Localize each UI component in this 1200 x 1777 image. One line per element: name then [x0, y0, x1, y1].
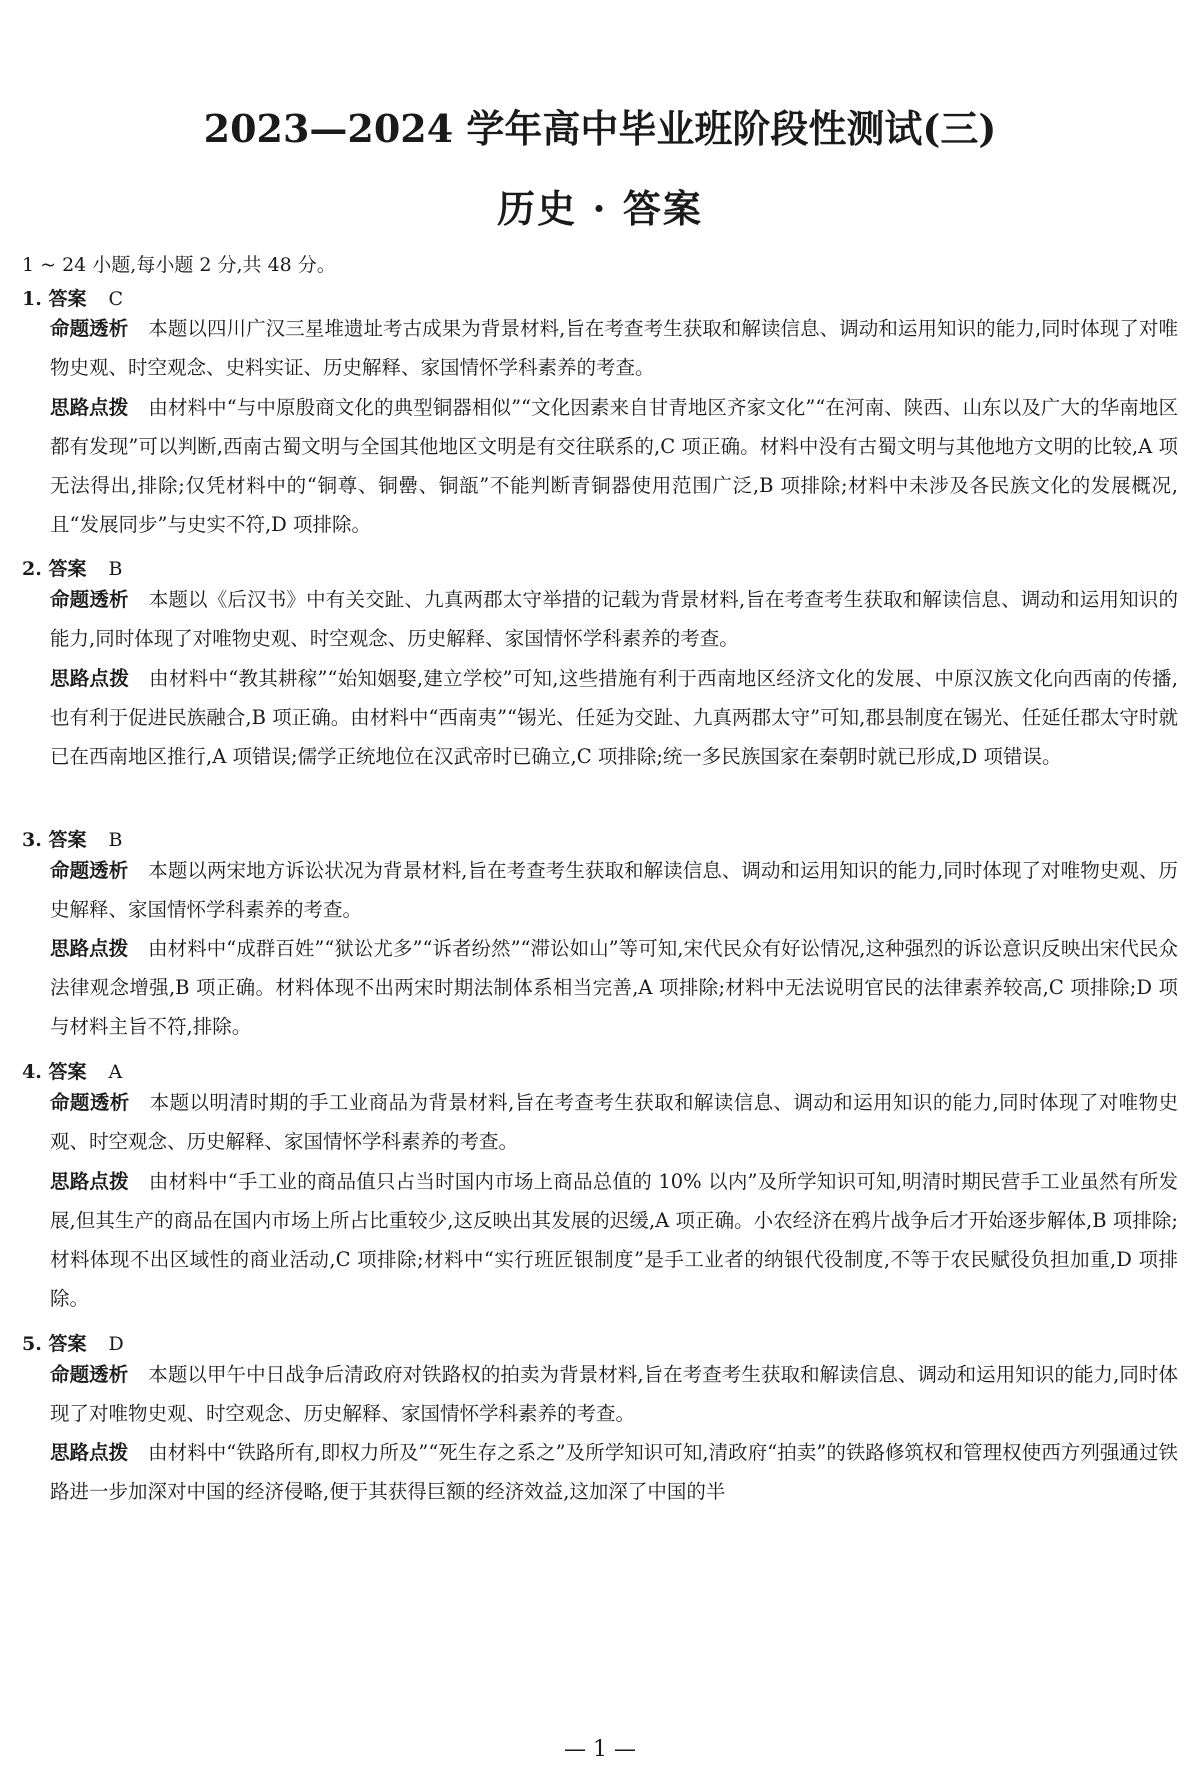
hint-paragraph: [50, 388, 1178, 544]
answer-label: 5. 答案: [22, 1333, 87, 1355]
analysis-paragraph: [50, 851, 1178, 929]
analysis-paragraph: [50, 1355, 1178, 1433]
analysis-label: 命题透析: [50, 588, 129, 611]
answer-value: B: [108, 558, 123, 580]
analysis-text: 本题以明清时期的手工业商品为背景材料,旨在考查考生获取和解读信息、调动和运用知识的能力,同时体现了对唯物史观、时空观念、历史解释、家国情怀学科素养的考查。: [50, 1091, 1178, 1153]
analysis-label: 命题透析: [50, 1363, 129, 1386]
hint-paragraph: [50, 1433, 1178, 1511]
analysis-label: 命题透析: [50, 317, 129, 340]
document-title: 2023—2024 学年高中毕业班阶段性测试(三): [203, 106, 997, 151]
analysis-text: 本题以《后汉书》中有关交趾、九真两郡太守举措的记载为背景材料,旨在考查考生获取和解读信息、调动和运用知识的能力,同时体现了对唯物史观、时空观念、历史解释、家国情怀学科素养的考查。: [50, 588, 1178, 650]
hint-label: 思路点拨: [50, 396, 129, 419]
answer-value: B: [108, 829, 123, 851]
hint-text: 由材料中“铁路所有,即权力所及”“死生存之系之”及所学知识可知,清政府“拍卖”的铁路修筑权和管理权使西方列强通过铁路进一步加深对中国的经济侵略,便于其获得巨额的经济效益,这加深了中国的半: [50, 1441, 1178, 1503]
question-answer-line: [22, 554, 122, 581]
analysis-paragraph: [50, 580, 1178, 658]
answer-label: 1. 答案: [22, 288, 87, 310]
answer-value: D: [108, 1333, 124, 1355]
hint-label: 思路点拨: [50, 937, 129, 960]
hint-text: 由材料中“与中原殷商文化的典型铜器相似”“文化因素来自甘青地区齐家文化”“在河南、陕西、山东以及广大的华南地区都有发现”可以判断,西南古蜀文明与全国其他地区文明是有交往联系的,C 项正确。材料中没有古蜀文明与其他地方文明的比较,A 项无法得出,排除;仅凭材料中的“铜尊、铜罍、铜瓿”不能判断青铜器使用范围广泛,B 项排除;材料中未涉及各民族文化的发展概况,且“发展同步”与史实不符,D 项排除。: [50, 396, 1178, 536]
analysis-text: 本题以四川广汉三星堆遗址考古成果为背景材料,旨在考查考生获取和解读信息、调动和运用知识的能力,同时体现了对唯物史观、时空观念、史料实证、历史解释、家国情怀学科素养的考查。: [50, 317, 1178, 379]
hint-label: 思路点拨: [50, 1441, 129, 1464]
analysis-text: 本题以甲午中日战争后清政府对铁路权的拍卖为背景材料,旨在考查考生获取和解读信息、调动和运用知识的能力,同时体现了对唯物史观、时空观念、历史解释、家国情怀学科素养的考查。: [50, 1363, 1178, 1425]
analysis-paragraph: [50, 1083, 1178, 1161]
answer-value: A: [108, 1061, 123, 1083]
hint-text: 由材料中“成群百姓”“狱讼尤多”“诉者纷然”“滞讼如山”等可知,宋代民众有好讼情况,这种强烈的诉讼意识反映出宋代民众法律观念增强,B 项正确。材料体现不出两宋时期法制体系相当完善,A 项排除;材料中无法说明官民的法律素养较高,C 项排除;D 项与材料主旨不符,排除。: [50, 937, 1178, 1038]
answer-label: 2. 答案: [22, 558, 87, 580]
page-number: — 1 —: [564, 1737, 636, 1762]
document-subtitle: 历史 · 答案: [497, 186, 703, 231]
answer-value: C: [108, 288, 123, 310]
hint-paragraph: [50, 659, 1178, 776]
hint-paragraph: [50, 1162, 1178, 1318]
analysis-label: 命题透析: [50, 859, 129, 882]
hint-label: 思路点拨: [50, 667, 130, 690]
question-answer-line: [22, 1057, 122, 1084]
analysis-label: 命题透析: [50, 1091, 130, 1114]
hint-text: 由材料中“教其耕稼”“始知姻娶,建立学校”可知,这些措施有利于西南地区经济文化的发展、中原汉族文化向西南的传播,也有利于促进民族融合,B 项正确。由材料中“西南夷”“锡光、任延为交趾、九真两郡太守”可知,郡县制度在锡光、任延任郡太守时就已在西南地区推行,A 项错误;儒学正统地位在汉武帝时已确立,C 项排除;统一多民族国家在秦朝时就已形成,D 项错误。: [50, 667, 1178, 768]
question-answer-line: [22, 825, 122, 852]
hint-paragraph: [50, 929, 1178, 1046]
hint-label: 思路点拨: [50, 1170, 129, 1193]
question-answer-line: [22, 284, 123, 311]
answer-label: 4. 答案: [22, 1061, 87, 1083]
analysis-paragraph: [50, 309, 1178, 387]
section-intro: 1 ~ 24 小题,每小题 2 分,共 48 分。: [22, 254, 336, 276]
hint-text: 由材料中“手工业的商品值只占当时国内市场上商品总值的 10% 以内”及所学知识可知,明清时期民营手工业虽然有所发展,但其生产的商品在国内市场上所占比重较少,这反映出其发展的迟缓,A 项正确。小农经济在鸦片战争后才开始逐步解体,B 项排除;材料体现不出区域性的商业活动,C 项排除;材料中“实行班匠银制度”是手工业者的纳银代役制度,不等于农民赋役负担加重,D 项排除。: [50, 1170, 1178, 1310]
answer-label: 3. 答案: [22, 829, 87, 851]
question-answer-line: [22, 1329, 124, 1356]
analysis-text: 本题以两宋地方诉讼状况为背景材料,旨在考查考生获取和解读信息、调动和运用知识的能力,同时体现了对唯物史观、历史解释、家国情怀学科素养的考查。: [50, 859, 1178, 921]
